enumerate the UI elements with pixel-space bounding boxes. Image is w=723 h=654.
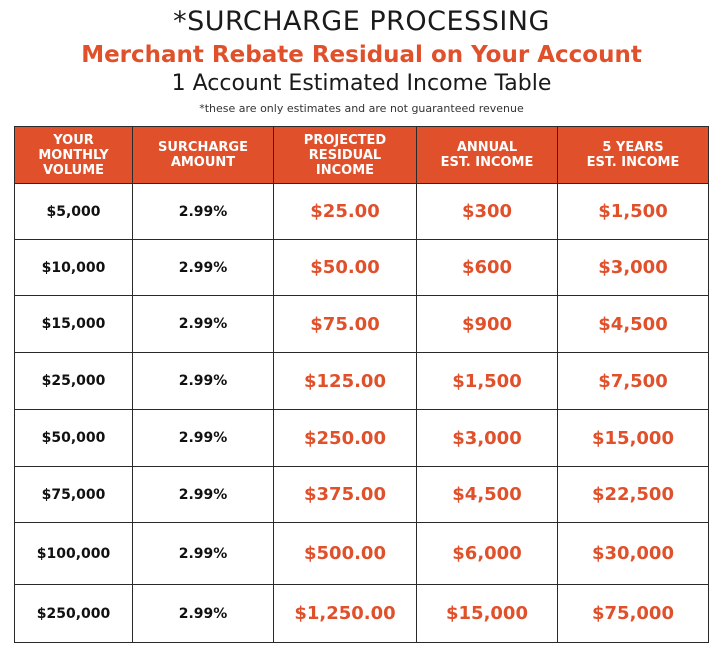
- header-line: RESIDUAL: [308, 147, 382, 163]
- cell-surcharge-amount: 2.99%: [133, 184, 274, 240]
- cell-five-year-income: $4,500: [558, 296, 709, 353]
- header-line: EST. INCOME: [440, 155, 534, 170]
- cell-monthly-volume: $5,000: [15, 184, 133, 240]
- cell-projected-residual: $75.00: [274, 296, 417, 353]
- header-annual-income: [417, 127, 558, 184]
- page-subtitle: Merchant Rebate Residual on Your Account: [81, 42, 642, 68]
- cell-annual-income: $15,000: [417, 585, 558, 643]
- header-line: INCOME: [315, 162, 375, 178]
- cell-surcharge-amount: 2.99%: [133, 240, 274, 296]
- disclaimer-note: *these are only estimates and are not guaranteed revenue: [199, 102, 524, 115]
- cell-annual-income: $4,500: [417, 467, 558, 523]
- income-table: [14, 126, 709, 643]
- cell-monthly-volume: $250,000: [15, 585, 133, 643]
- income-table-body: [15, 184, 709, 643]
- cell-annual-income: $300: [417, 184, 558, 240]
- header-line: PROJECTED: [303, 132, 387, 148]
- table-row: [15, 410, 709, 467]
- header-line: SURCHARGE: [158, 140, 248, 155]
- header-monthly-volume: [15, 127, 133, 184]
- header-line: AMOUNT: [170, 155, 236, 170]
- header-line: VOLUME: [42, 162, 105, 178]
- cell-monthly-volume: $50,000: [15, 410, 133, 467]
- cell-surcharge-amount: 2.99%: [133, 523, 274, 585]
- cell-surcharge-amount: 2.99%: [133, 585, 274, 643]
- income-table-head: [15, 127, 709, 184]
- cell-projected-residual: $125.00: [274, 353, 417, 410]
- table-row: [15, 467, 709, 523]
- cell-monthly-volume: $100,000: [15, 523, 133, 585]
- cell-projected-residual: $50.00: [274, 240, 417, 296]
- cell-five-year-income: $30,000: [558, 523, 709, 585]
- header-line: YOUR: [53, 132, 94, 148]
- cell-five-year-income: $15,000: [558, 410, 709, 467]
- cell-surcharge-amount: 2.99%: [133, 353, 274, 410]
- header-line: 5 YEARS: [602, 140, 664, 155]
- page-title: *SURCHARGE PROCESSING: [173, 6, 550, 37]
- header-five-year-income: [558, 127, 709, 184]
- cell-five-year-income: $1,500: [558, 184, 709, 240]
- header-line: MONTHLY: [38, 147, 109, 163]
- cell-projected-residual: $1,250.00: [274, 585, 417, 643]
- table-title: 1 Account Estimated Income Table: [171, 71, 552, 96]
- cell-annual-income: $6,000: [417, 523, 558, 585]
- cell-projected-residual: $500.00: [274, 523, 417, 585]
- header-row: [15, 127, 709, 184]
- cell-monthly-volume: $10,000: [15, 240, 133, 296]
- cell-projected-residual: $250.00: [274, 410, 417, 467]
- cell-annual-income: $3,000: [417, 410, 558, 467]
- header-line: EST. INCOME: [586, 155, 680, 170]
- cell-surcharge-amount: 2.99%: [133, 296, 274, 353]
- cell-monthly-volume: $15,000: [15, 296, 133, 353]
- table-row: [15, 353, 709, 410]
- table-row: [15, 184, 709, 240]
- cell-five-year-income: $7,500: [558, 353, 709, 410]
- header-projected-residual-income: [274, 127, 417, 184]
- header-line: ANNUAL: [456, 140, 518, 155]
- cell-five-year-income: $3,000: [558, 240, 709, 296]
- header-surcharge-amount: [133, 127, 274, 184]
- cell-annual-income: $1,500: [417, 353, 558, 410]
- cell-projected-residual: $25.00: [274, 184, 417, 240]
- cell-surcharge-amount: 2.99%: [133, 410, 274, 467]
- table-row: [15, 585, 709, 643]
- cell-projected-residual: $375.00: [274, 467, 417, 523]
- table-row: [15, 240, 709, 296]
- cell-annual-income: $900: [417, 296, 558, 353]
- table-row: [15, 296, 709, 353]
- cell-five-year-income: $75,000: [558, 585, 709, 643]
- cell-monthly-volume: $75,000: [15, 467, 133, 523]
- cell-surcharge-amount: 2.99%: [133, 467, 274, 523]
- cell-five-year-income: $22,500: [558, 467, 709, 523]
- cell-monthly-volume: $25,000: [15, 353, 133, 410]
- cell-annual-income: $600: [417, 240, 558, 296]
- table-row: [15, 523, 709, 585]
